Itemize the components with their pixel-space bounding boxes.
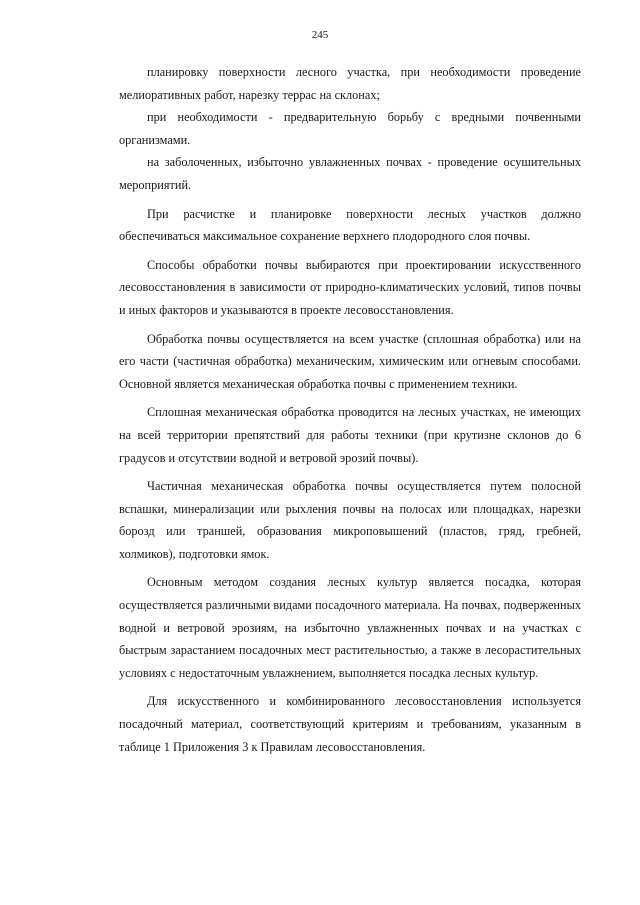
paragraph: Частичная механическая обработка почвы осуществляется путем полосной вспашки, минерализации или рыхления почвы на полосах или площадках, нарезки борозд или траншей, образования микроповышений (пластов, гряд, гребней, холмиков), подготовки ямок. xyxy=(119,479,581,561)
paragraph: Основным методом создания лесных культур является посадка, которая осуществляется различными видами посадочного материала. На почвах, подверженных водной и ветровой эрозиям, на избыточно увлажненных почвах и на участках с быстрым зарастанием посадочных мест растительностью, а также в лесорастительных условиях с недостаточным увлажнением, выполняется посадка лесных культур. xyxy=(119,575,581,680)
paragraph: Для искусственного и комбинированного лесовосстановления используется посадочный материал, соответствующий критериям и требованиям, указанным в таблице 1 Приложения 3 к Правилам лесовосстановления. xyxy=(119,694,581,754)
paragraph: При расчистке и планировке поверхности лесных участков должно обеспечиваться максимальное сохранение верхнего плодородного слоя почвы. xyxy=(119,206,581,244)
page-number: 245 xyxy=(311,29,329,41)
paragraph: Сплошная механическая обработка проводится на лесных участках, не имеющих на всей территории препятствий для работы техники (при крутизне склонов до 6 градусов и отсутствии водной и ветровой эрозий почвы). xyxy=(119,405,581,465)
paragraph: Обработка почвы осуществляется на всем участке (сплошная обработка) или на его части (частичная обработка) механическим, химическим или огневым способами. Основной является механическая обработка почвы с применением техники. xyxy=(119,331,581,391)
document-body xyxy=(119,61,581,758)
paragraph: планировку поверхности лесного участка, при необходимости проведение мелиоративных работ, нарезку террас на склонах; xyxy=(119,65,581,102)
paragraph: на заболоченных, избыточно увлажненных почвах - проведение осушительных мероприятий. xyxy=(119,155,581,192)
paragraph: при необходимости - предварительную борьбу с вредными почвенными организмами. xyxy=(119,110,581,147)
paragraph: Способы обработки почвы выбираются при проектировании искусственного лесовосстановления в зависимости от природно-климатических условий, типов почвы и иных факторов и указываются в проекте лесовосстановления. xyxy=(119,257,581,317)
